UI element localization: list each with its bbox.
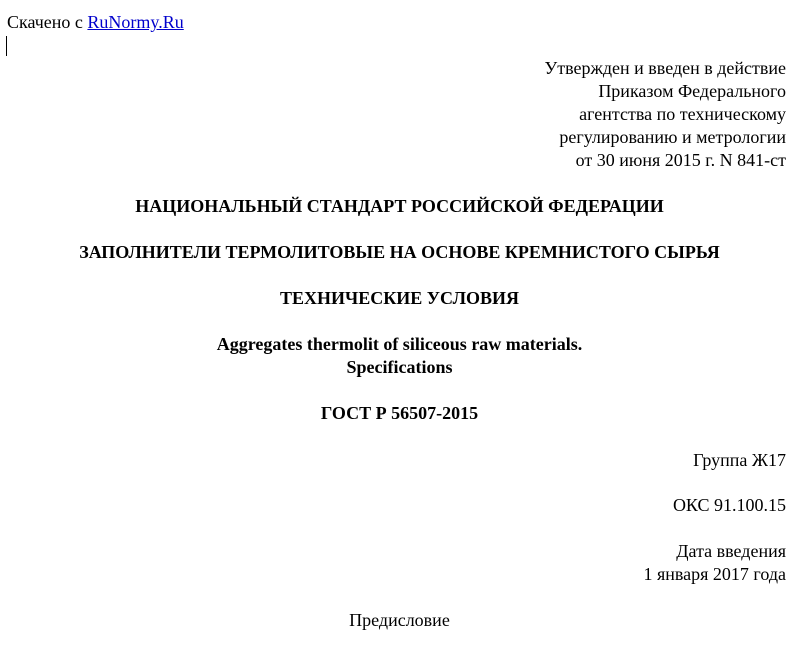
document-heading: НАЦИОНАЛЬНЫЙ СТАНДАРТ РОССИЙСКОЙ ФЕДЕРАЦИИ bbox=[135, 196, 664, 216]
source-prefix: Скачено с bbox=[7, 12, 83, 32]
intro-date-value: 1 января 2017 года bbox=[643, 564, 786, 584]
intro-date-label: Дата введения bbox=[676, 541, 786, 561]
source-link[interactable]: RuNormy.Ru bbox=[87, 12, 184, 32]
text-cursor bbox=[6, 36, 7, 56]
english-title-line-1: Aggregates thermolit of siliceous raw materials. bbox=[216, 334, 583, 354]
approval-line-1: Утвержден и введен в действие bbox=[544, 58, 786, 78]
approval-line-4: регулированию и метрологии bbox=[559, 127, 786, 147]
approval-line-5: от 30 июня 2015 г. N 841-ст bbox=[575, 150, 786, 170]
group-label: Группа Ж17 bbox=[693, 450, 786, 470]
document-title: ЗАПОЛНИТЕЛИ ТЕРМОЛИТОВЫЕ НА ОСНОВЕ КРЕМНИСТОГО СЫРЬЯ bbox=[79, 242, 720, 262]
source-line bbox=[7, 11, 184, 33]
oks-code: ОКС 91.100.15 bbox=[672, 495, 786, 515]
document-subtitle: ТЕХНИЧЕСКИЕ УСЛОВИЯ bbox=[280, 288, 519, 308]
foreword-heading: Предисловие bbox=[349, 610, 450, 630]
approval-line-3: агентства по техническому bbox=[579, 104, 786, 124]
english-title-line-2: Specifications bbox=[346, 357, 453, 377]
standard-code: ГОСТ Р 56507-2015 bbox=[320, 403, 479, 423]
approval-line-2: Приказом Федерального bbox=[598, 81, 786, 101]
